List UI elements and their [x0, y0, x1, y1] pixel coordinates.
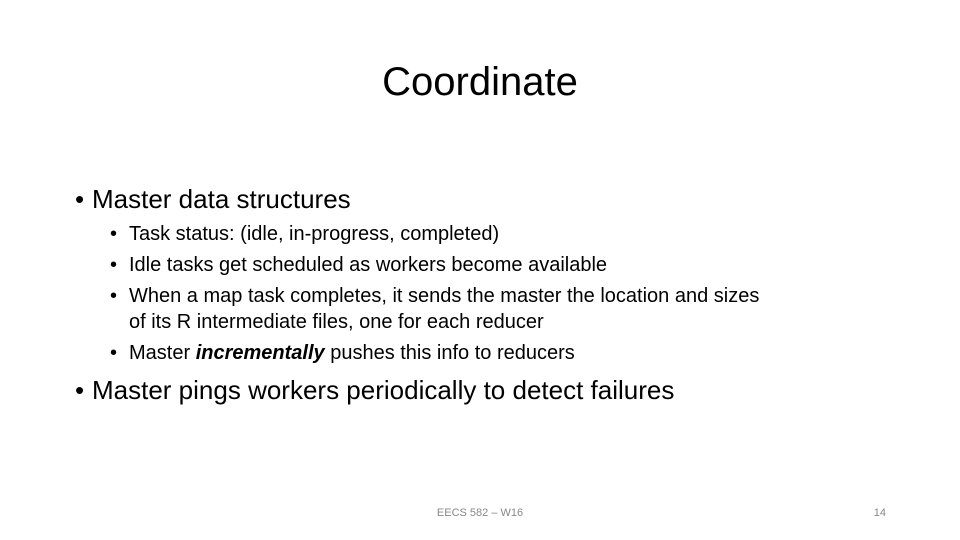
slide-number: 14	[873, 507, 886, 519]
sub-bullet-text	[129, 340, 575, 366]
bullet-dot: •	[110, 285, 118, 307]
sub-bullet-text-continued: of its R intermediate files, one for each reducer	[129, 311, 544, 333]
bullet-master-data-structures	[75, 184, 351, 214]
slide-title: Coordinate	[382, 60, 578, 104]
text-suffix: pushes this info to reducers	[330, 342, 575, 364]
bullet-dot: •	[110, 223, 118, 245]
bullet-master-pings	[75, 375, 674, 405]
bullet-text: Master data structures	[92, 184, 351, 214]
bullet-text: Master pings workers periodically to detect failures	[92, 375, 675, 405]
bullet-dot: •	[110, 254, 118, 276]
sub-bullet-text: Idle tasks get scheduled as workers become available	[129, 254, 608, 276]
text-prefix: Master	[129, 342, 191, 364]
bullet-dot: •	[110, 342, 118, 364]
sub-bullet-text: When a map task completes, it sends the master the location and sizes	[129, 285, 760, 307]
bullet-dot: •	[75, 375, 85, 405]
sub-bullet-text: Task status: (idle, in-progress, completed)	[129, 223, 500, 245]
footer-course: EECS 582 – W16	[436, 507, 524, 519]
emphasis-text: incrementally	[195, 342, 325, 364]
bullet-dot: •	[75, 184, 85, 214]
